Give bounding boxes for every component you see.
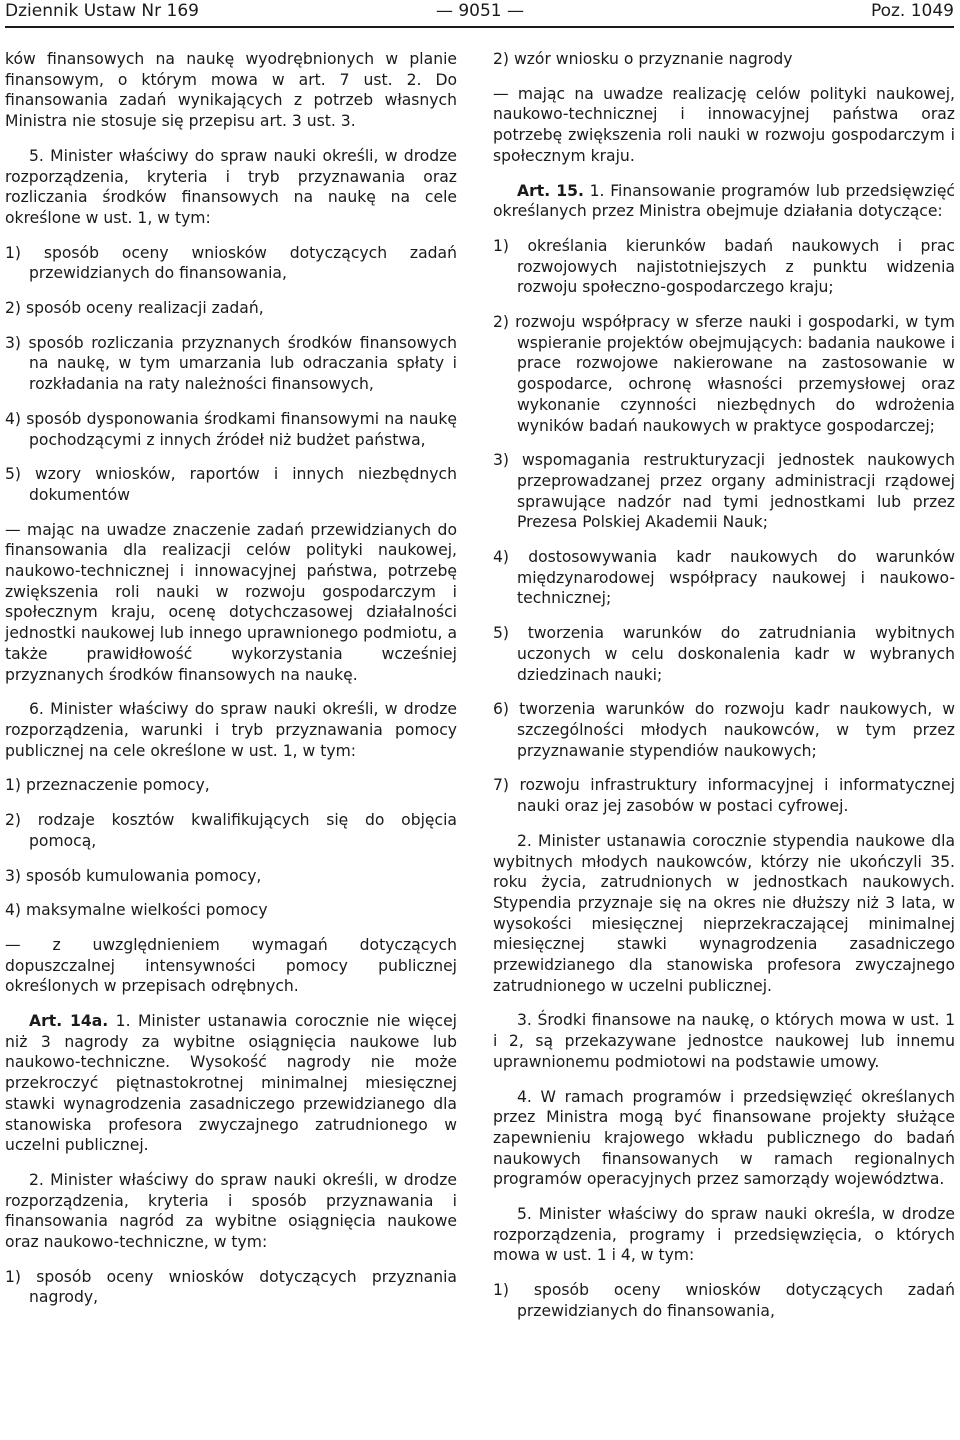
right-column	[493, 49, 955, 1336]
list-item: 4) sposób dysponowania środkami finansowymi na naukę pochodzącymi z innych źródeł niż budżet państwa,	[5, 409, 457, 449]
list-item: 5) wzory wniosków, raportów i innych niezbędnych dokumentów	[5, 465, 457, 504]
paragraph: — mając na uwadze znaczenie zadań przewidzianych do finansowania dla realizacji celów polityki naukowej, naukowo-technicznej i innowacyjnej państwa, potrzebę zwiększenia roli nauki w rozwoju gospodarczym i społecznym kraju, ocenę dotychczasowej działalności jednostki naukowej lub innego uprawnionego podmiotu, a także prawidłowość wykorzystania wcześniej przyznanych środków finansowych na naukę.	[5, 520, 457, 684]
header-rule	[5, 26, 954, 28]
paragraph: 3. Środki finansowe na naukę, o których mowa w ust. 1 i 2, są przekazywane jednostce naukowej lub innemu uprawnionemu podmiotowi na podstawie umowy.	[493, 1011, 955, 1071]
list-item: 1) określania kierunków badań naukowych i prac rozwojowych najistotniejszych z punktu widzenia rozwoju społeczno-gospodarczego kraju;	[493, 236, 955, 297]
list-item: 6) tworzenia warunków do rozwoju kadr naukowych, w szczególności młodych naukowców, w tym przez przyznawanie stypendiów naukowych;	[493, 700, 955, 760]
list-item: 7) rozwoju infrastruktury informacyjnej i informatycznej nauki oraz jej zasobów w postaci cyfrowej.	[493, 776, 955, 816]
page-number: — 9051 —	[435, 1, 525, 21]
article-text: 1. Minister ustanawia corocznie nie więcej niż 3 nagrody za wybitne osiągnięcia naukowe lub naukowo-techniczne. Wysokość nagrody nie może przekroczyć piętnastokrotnej minimalnej miesięcznej stawki wynagrodzenia zasadniczego przewidzianego dla stanowiska profesora zwyczajnego zatrudnionego w uczelni publicznej.	[5, 1012, 457, 1155]
paragraph: ków finansowych na naukę wyodrębnionych w planie finansowym, o którym mowa w art. 7 ust. 2. Do finansowania zadań wynikających z potrzeb własnych Ministra nie stosuje się przepisu art. 3 ust. 3.	[5, 50, 457, 131]
article-label: Art. 15.	[517, 181, 584, 200]
list-item: 3) sposób rozliczania przyznanych środków finansowych na naukę, w tym umarzania lub odraczania spłaty i rozkładania na raty należności finansowych,	[5, 333, 457, 394]
paragraph: — mając na uwadze realizację celów polityki naukowej, naukowo-technicznej i innowacyjnej państwa oraz potrzebę zwiększenia roli nauki w rozwoju gospodarczym i społecznym kraju.	[493, 84, 955, 165]
paragraph: 5. Minister właściwy do spraw nauki określi, w drodze rozporządzenia, kryteria i tryb przyznawania oraz rozliczania środków finansowych na naukę na cele określone w ust. 1, w tym:	[5, 146, 457, 227]
article-paragraph	[493, 181, 955, 222]
list-item: 4) maksymalne wielkości pomocy	[5, 901, 268, 920]
paragraph: 2. Minister właściwy do spraw nauki określi, w drodze rozporządzenia, kryteria i sposób przyznawania i finansowania nagród za wybitne osiągnięcia naukowe oraz naukowo-techniczne, w tym:	[5, 1170, 457, 1252]
paragraph: 5. Minister właściwy do spraw nauki określa, w drodze rozporządzenia, programy i przedsięwzięcia, o których mowa w ust. 1 i 4, w tym:	[493, 1205, 955, 1265]
paragraph: 4. W ramach programów i przedsięwzięć określanych przez Ministra mogą być finansowane projekty służące zapewnieniu krajowego wkładu publicznego do badań naukowych finansowanych w ramach regionalnych programów operacyjnych przez samorządy województwa.	[493, 1087, 955, 1189]
paragraph: 6. Minister właściwy do spraw nauki określi, w drodze rozporządzenia, warunki i tryb przyznawania pomocy publicznej na cele określone w ust. 1, w tym:	[5, 700, 457, 760]
list-item: 2) rodzaje kosztów kwalifikujących się do objęcia pomocą,	[5, 811, 457, 850]
paragraph: 2. Minister ustanawia corocznie stypendia naukowe dla wybitnych młodych naukowców, którzy nie ukończyli 35. roku życia, zatrudnionych w jednostkach naukowych. Stypendia przyznaje się na okres nie dłuższy niż 3 lata, w wysokości miesięcznej nieprzekraczającej minimalnej miesięcznej stawki wynagrodzenia zasadniczego przewidzianego dla stanowiska profesora zwyczajnego zatrudnionego w uczelni publicznej.	[493, 831, 955, 995]
position-number: Poz. 1049	[870, 1, 954, 21]
article-paragraph	[5, 1011, 457, 1156]
journal-title: Dziennik Ustaw Nr 169	[5, 1, 199, 21]
list-item: 2) rozwoju współpracy w sferze nauki i gospodarki, w tym wspieranie projektów obejmujących: badania naukowe i prace rozwojowe nakierowane na zastosowanie w gospodarce, ochronę własności przemysłowej oraz wykonanie czynności niezbędnych do wdrożenia wyników badań naukowych w praktyce gospodarczej;	[493, 313, 955, 435]
article-text: 1. Finansowanie programów lub przedsięwzięć określanych przez Ministra obejmuje działania dotyczące:	[493, 181, 955, 221]
paragraph: — z uwzględnieniem wymagań dotyczących dopuszczalnej intensywności pomocy publicznej określonych w przepisach odrębnych.	[5, 935, 457, 996]
list-item: 1) przeznaczenie pomocy,	[5, 776, 210, 795]
article-label: Art. 14a.	[29, 1012, 109, 1031]
list-item: 1) sposób oceny wniosków dotyczących zadań przewidzianych do finansowania,	[493, 1281, 955, 1320]
left-column	[5, 49, 457, 1322]
list-item: 3) sposób kumulowania pomocy,	[5, 866, 262, 885]
list-item: 2) sposób oceny realizacji zadań,	[5, 299, 264, 318]
list-item: 1) sposób oceny wniosków dotyczących przyznania nagrody,	[5, 1267, 457, 1307]
list-item: 3) wspomagania restrukturyzacji jednostek naukowych przeprowadzanej przez organy administracji rządowej sprawujące nadzór nad tymi jednostkami lub przez Prezesa Polskiej Akademii Nauk;	[493, 451, 955, 532]
list-item: 1) sposób oceny wniosków dotyczących zadań przewidzianych do finansowania,	[5, 243, 457, 283]
list-item: 2) wzór wniosku o przyznanie nagrody	[493, 50, 793, 68]
page-header	[0, 0, 960, 24]
list-item: 4) dostosowywania kadr naukowych do warunków międzynarodowej współpracy naukowej i naukowo-technicznej;	[493, 548, 955, 608]
list-item: 5) tworzenia warunków do zatrudniania wybitnych uczonych w celu doskonalenia kadr w wybranych dziedzinach nauki;	[493, 624, 955, 684]
